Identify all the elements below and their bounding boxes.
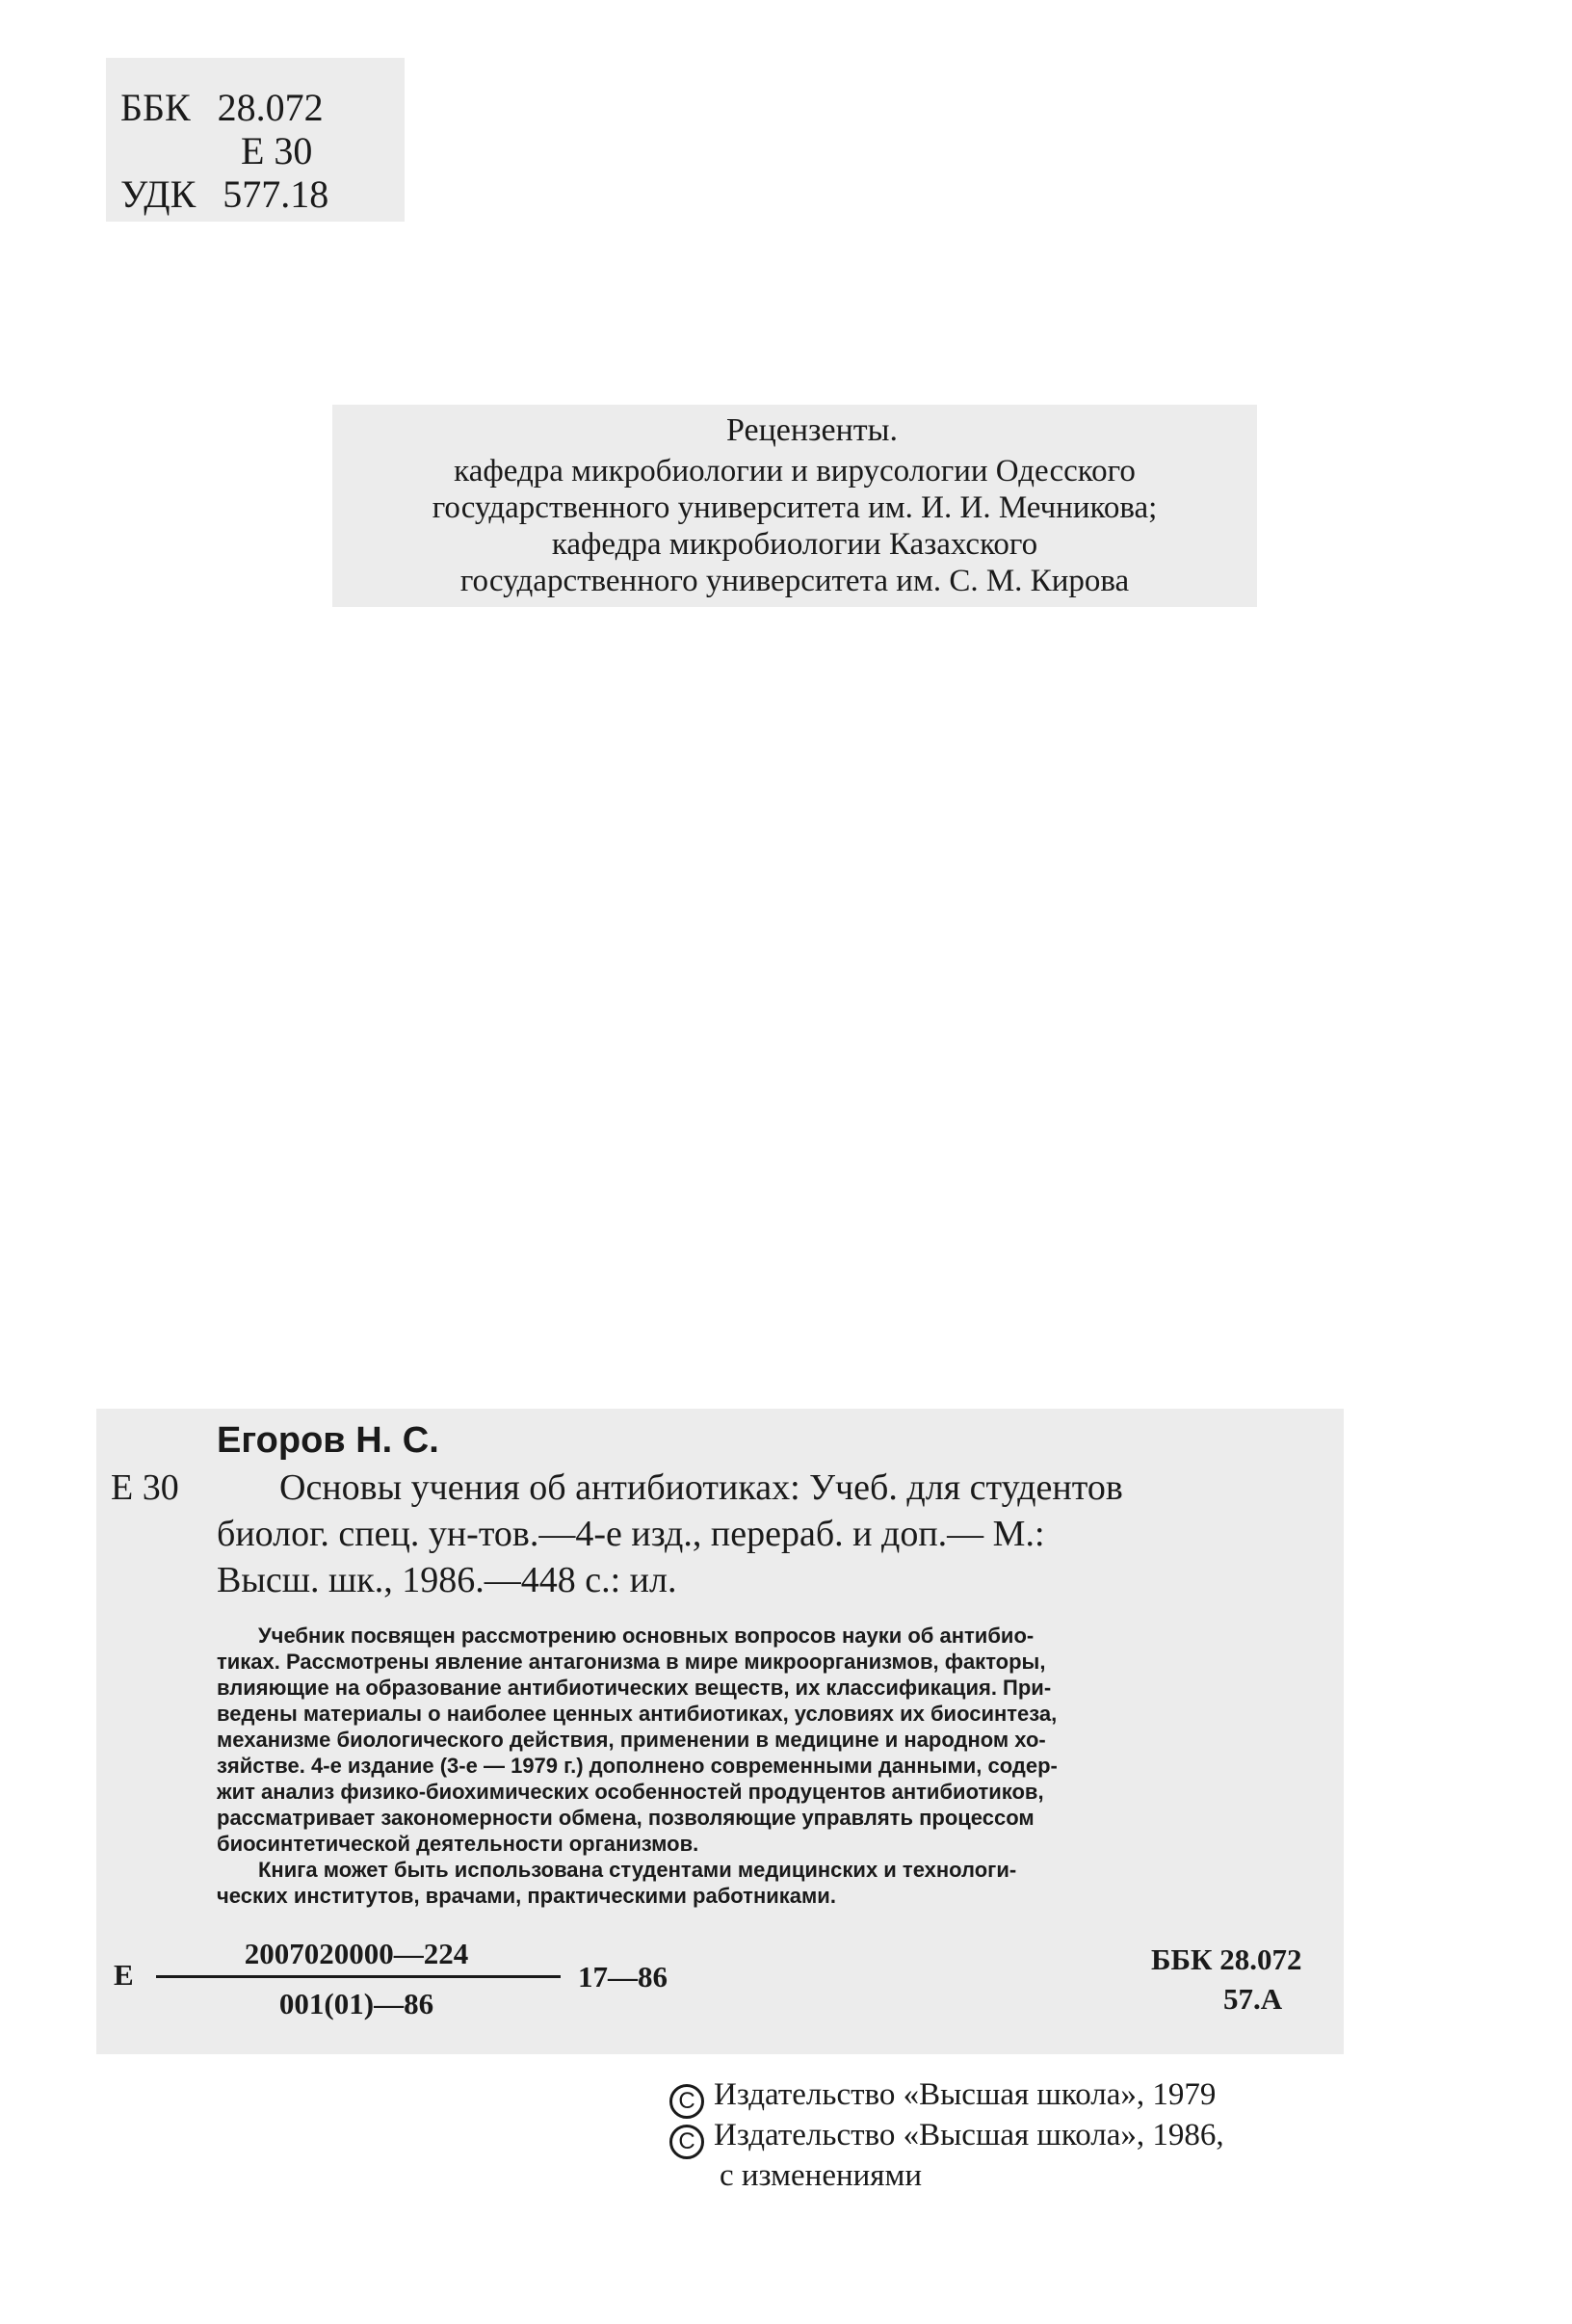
card-title-line: Основы учения об антибиотиках: Учеб. для студентов [279, 1467, 1123, 1508]
index-denominator: 001(01)—86 [278, 1987, 434, 2020]
abstract-line: ведены материалы о наиболее ценных антибиотиках, условиях их биосинтеза, [217, 1702, 1058, 1726]
reviewer-line: государственного университета им. И. И. Мечникова; [432, 490, 1158, 525]
index-order: 17—86 [578, 1960, 668, 1994]
index-numerator: 2007020000—224 [244, 1937, 469, 1970]
udk-row [120, 173, 328, 216]
index-bbk: ББК 28.072 [1151, 1942, 1302, 1976]
abstract-line: тиках. Рассмотрены явление антагонизма в мире микроорганизмов, факторы, [217, 1650, 1046, 1674]
reviewer-line: государственного университета им. С. М. Кирова [459, 564, 1130, 598]
card-title-line: биолог. спец. ун-тов.—4-е изд., перераб. и доп.— М.: [217, 1514, 1045, 1554]
udk-code: 577.18 [223, 172, 329, 216]
card-author: Егоров Н. С. [217, 1420, 439, 1461]
copyright-line [669, 2076, 1216, 2119]
abstract-line: ческих институтов, врачами, практическими работниками. [217, 1884, 836, 1908]
bbk-row [120, 87, 324, 129]
abstract-line: биосинтетической деятельности организмов. [217, 1832, 699, 1856]
copyright-note: с изменениями [720, 2158, 923, 2193]
abstract-line: механизме биологического действия, применении в медицине и народном хо- [217, 1728, 1046, 1752]
copyright-icon: C [669, 2084, 704, 2119]
card-mark: Е 30 [111, 1467, 179, 1508]
copyright-block [669, 2076, 1344, 2202]
abstract-line: жит анализ физико-биохимических особенностей продуцентов антибиотиков, [217, 1780, 1044, 1804]
udk-label: УДК [120, 172, 196, 216]
reviewers-block [332, 405, 1257, 607]
index-letter: Е [114, 1958, 134, 1992]
copyright-text: Издательство «Высшая школа», 1979 [714, 2077, 1217, 2112]
copyright-text: Издательство «Высшая школа», 1986, [714, 2118, 1224, 2152]
abstract-line: Учебник посвящен рассмотрению основных вопросов науки об антибио- [258, 1624, 1035, 1648]
abstract-line: влияющие на образование антибиотических веществ, их классификация. При- [217, 1676, 1052, 1700]
abstract-line: Книга может быть использована студентами медицинских и технологи- [258, 1858, 1017, 1882]
bbk-code: 28.072 [217, 86, 324, 129]
catalog-card [96, 1409, 1344, 2054]
abstract-line: рассматривает закономерности обмена, позволяющие управлять процессом [217, 1806, 1035, 1830]
classification-block [106, 58, 405, 222]
copyright-icon: C [669, 2125, 704, 2159]
card-title-line: Высш. шк., 1986.—448 с.: ил. [217, 1560, 677, 1600]
copyright-line [669, 2117, 1224, 2159]
reviewer-line: кафедра микробиологии и вирусологии Одесского [454, 454, 1136, 489]
author-mark: Е 30 [241, 129, 313, 172]
reviewers-heading: Рецензенты. [726, 412, 898, 448]
fraction-line [156, 1975, 561, 1978]
index-bbk-sub: 57.А [1223, 1982, 1283, 2016]
abstract-line: зяйстве. 4-е издание (3-е — 1979 г.) дополнено современными данными, содер- [217, 1754, 1058, 1778]
reviewer-line: кафедра микробиологии Казахского [551, 527, 1038, 562]
bbk-label: ББК [120, 86, 191, 129]
